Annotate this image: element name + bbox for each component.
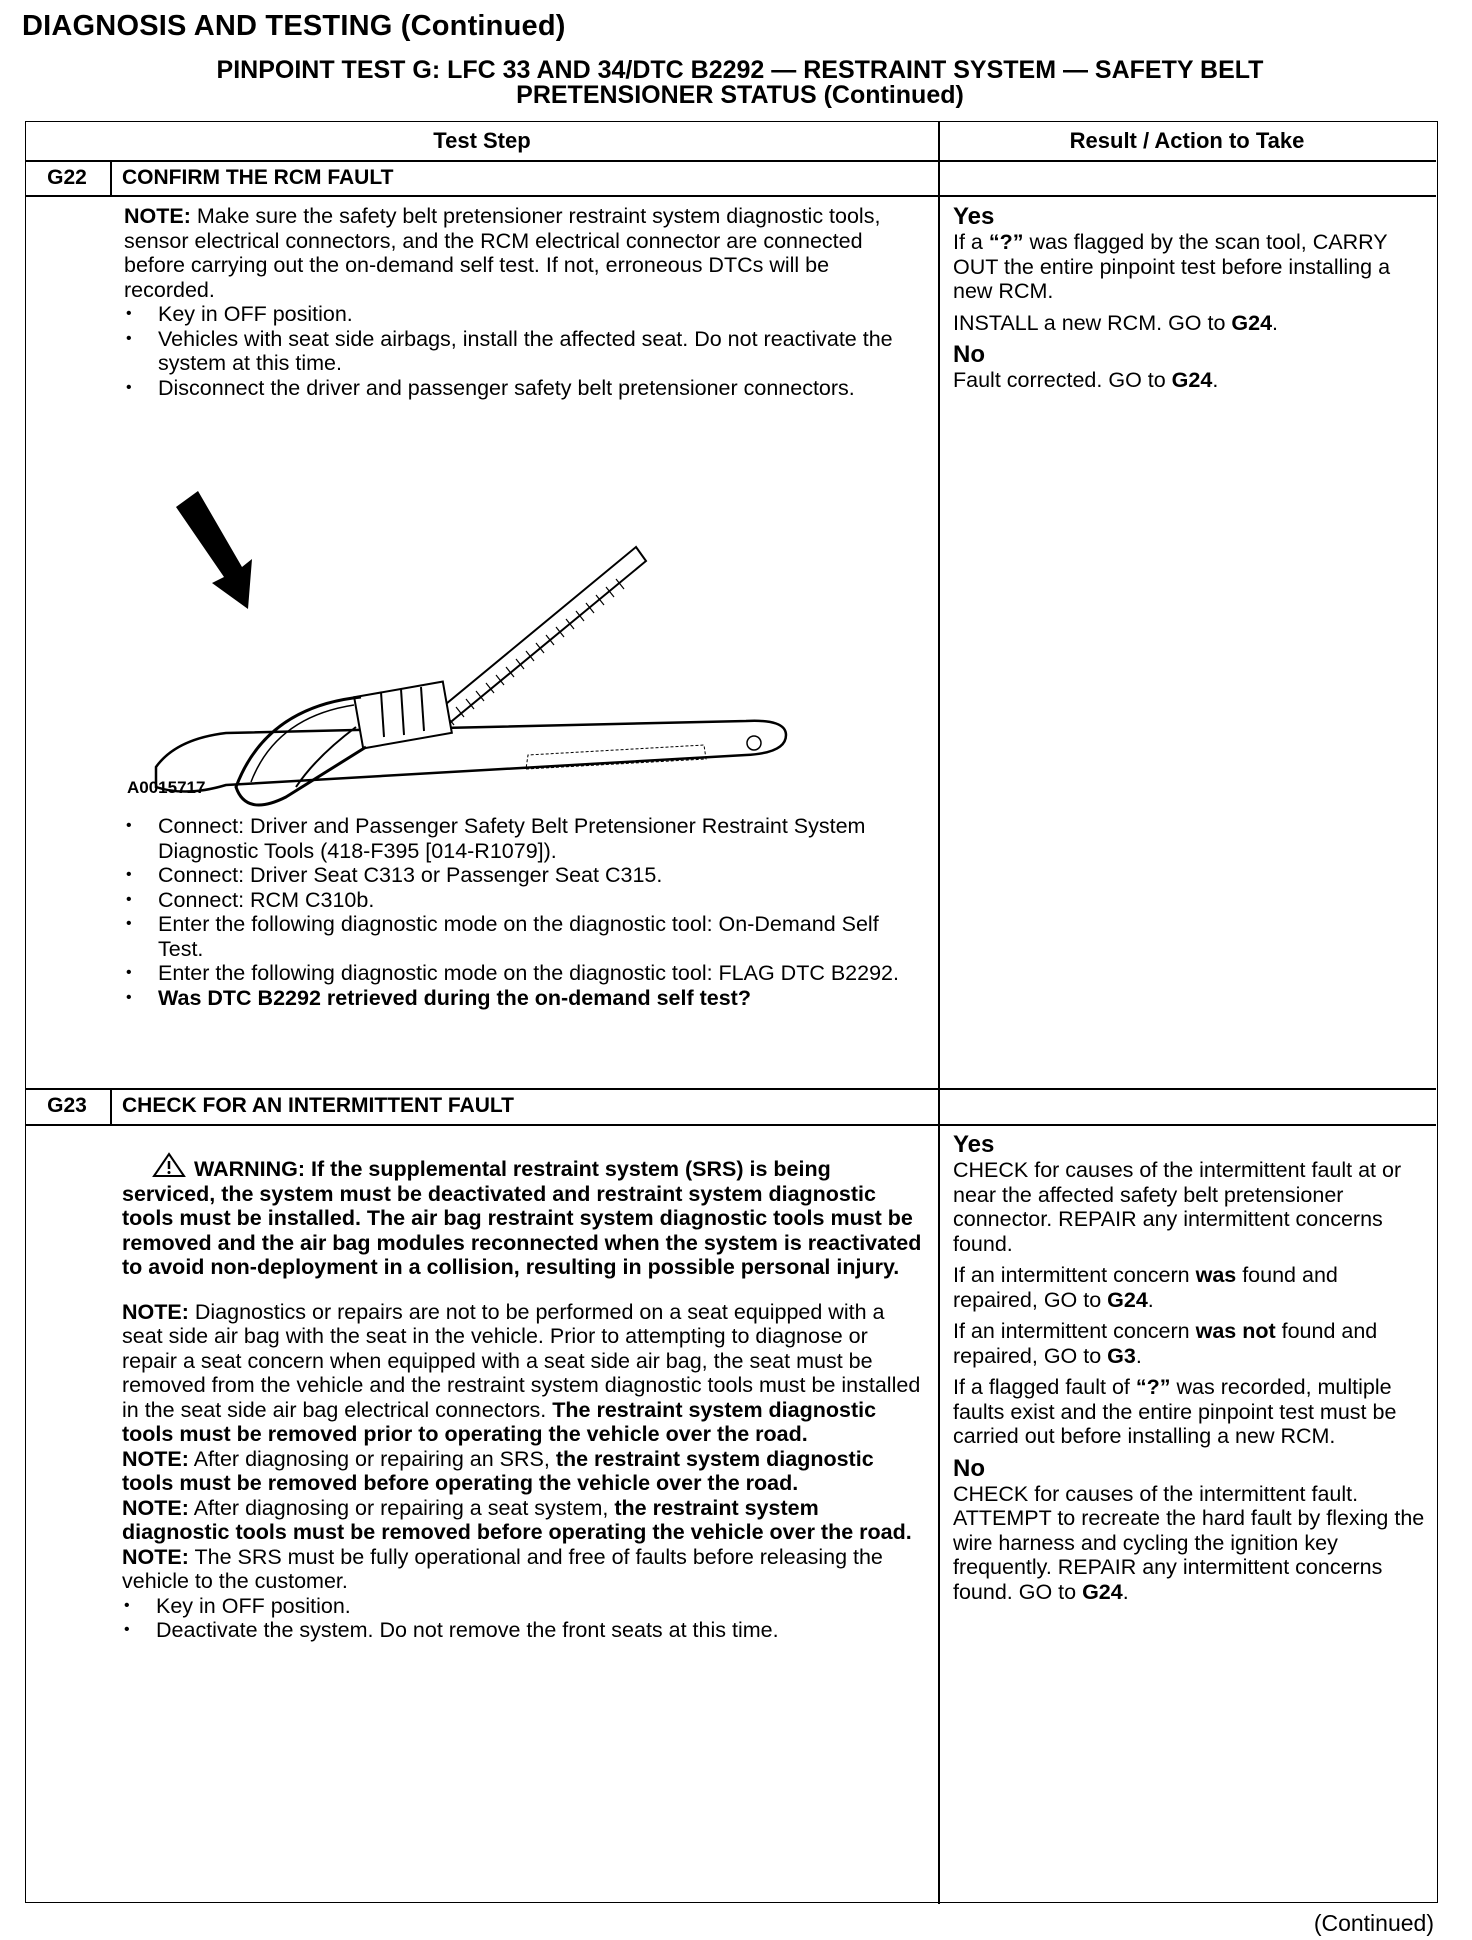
column-divider: [938, 122, 940, 1904]
bullet-item: • Key in OFF position.: [126, 302, 353, 326]
no-label: No: [953, 341, 985, 368]
pinpoint-title-line2: PRETENSIONER STATUS (Continued): [516, 81, 964, 109]
g22-result-action: [953, 204, 1428, 400]
yes-label: Yes: [953, 1131, 995, 1158]
g23-yes-p2: If an intermittent concern was found and repaired, GO to G24.: [953, 1263, 1338, 1312]
header-row-divider: [26, 160, 1436, 162]
g22-id-divider: [110, 160, 112, 196]
bullet-icon: •: [126, 964, 132, 981]
g23-yes-p1: CHECK for causes of the intermittent fault at or near the affected safety belt pretensioner connector. REPAIR any intermittent concerns found.: [953, 1158, 1402, 1256]
figure-caption: A0015717: [127, 778, 206, 797]
bullet-item: [124, 986, 924, 1011]
no-label: No: [953, 1454, 985, 1482]
pointer-arrow-icon: [176, 491, 252, 609]
bullet-icon: •: [126, 329, 132, 347]
g23-no-text: CHECK for causes of the intermittent fault. ATTEMPT to recreate the hard fault by flexing the wire harness and cycling the ignition key frequently. REPAIR any intermittent concerns found. GO to G24.: [953, 1481, 1425, 1604]
bullet-icon: •: [126, 817, 132, 834]
g23-instructions: [122, 1152, 922, 1643]
bullet-item: • Connect: RCM C310b.: [126, 887, 375, 912]
g23-id-divider: [110, 1088, 112, 1124]
g22-yes-action: INSTALL a new RCM. GO to G24.: [953, 310, 1279, 335]
bullet-icon: •: [126, 988, 132, 1006]
pinpoint-title-line1: PINPOINT TEST G: LFC 33 AND 34/DTC B2292 — RESTRAINT SYSTEM — SAFETY BELT: [216, 56, 1264, 84]
column-header-result: Result / Action to Take: [1069, 128, 1305, 153]
pinpoint-test-title: [60, 58, 1420, 108]
bullet-icon: •: [126, 305, 132, 322]
bullet-item: • Enter the following diagnostic mode on the diagnostic tool: FLAG DTC B2292.: [126, 961, 899, 985]
g23-note-3: NOTE: After diagnosing or repairing a seat system, the restraint system diagnostic tools must be removed before operating the vehicle over the road.: [122, 1495, 912, 1544]
g22-yes-text: If a “?” was flagged by the scan tool, CARRY OUT the entire pinpoint test before installing a new RCM.: [953, 230, 1391, 303]
g22-title-row-divider: [26, 195, 1436, 197]
bullet-icon: •: [126, 378, 132, 396]
bullet-item: • Enter the following diagnostic mode on the diagnostic tool: On-Demand Self Test.: [126, 912, 879, 961]
bullet-item: • Deactivate the system. Do not remove the front seats at this time.: [124, 1618, 779, 1642]
g23-yes-p3: If an intermittent concern was not found and repaired, GO to G3.: [953, 1319, 1378, 1368]
bullet-item: • Disconnect the driver and passenger safety belt pretensioner connectors.: [126, 375, 855, 400]
g23-title-row-divider: [26, 1124, 1436, 1126]
bullet-icon: •: [126, 890, 132, 908]
note-text: Make sure the safety belt pretensioner restraint system diagnostic tools, sensor electrical connectors, and the RCM electrical connector are connected before carrying out the on-demand self test. If not, erroneous DTCs will be recorded.: [124, 204, 881, 302]
g22-instructions-bottom: [124, 814, 924, 1010]
page-header-title: DIAGNOSIS AND TESTING (Continued): [22, 10, 566, 42]
g22-note: [124, 204, 924, 302]
bullet-item: • Key in OFF position.: [124, 1593, 351, 1618]
pinpoint-test-table: [25, 121, 1438, 1903]
g22-instructions-top: [124, 204, 924, 400]
bullet-icon: •: [126, 866, 132, 883]
bullet-icon: •: [124, 1596, 130, 1614]
g23-note-1: NOTE: Diagnostics or repairs are not to be performed on a seat equipped with a seat side air bag with the seat in the vehicle. Prior to attempting to diagnose or repair a seat concern when equipped with a seat side air bag, the seat must be removed from the vehicle and the restraint system diagnostic tools must be installed in the seat side air bag electrical connectors. The restraint system diagnostic tools must be removed prior to operating the vehicle over the road.: [122, 1299, 921, 1446]
warning-triangle-icon: [152, 1152, 186, 1178]
bullet-item: • Vehicles with seat side airbags, install the affected seat. Do not reactivate the system at this time.: [126, 326, 893, 375]
g22-question: Was DTC B2292 retrieved during the on-demand self test?: [158, 985, 751, 1010]
step-title-g23: CHECK FOR AN INTERMITTENT FAULT: [122, 1094, 514, 1117]
pretensioner-connector-illustration: [146, 487, 806, 807]
step-id-g23: G23: [47, 1094, 87, 1117]
step-id-g22: G22: [47, 166, 87, 189]
g23-yes-p4: If a flagged fault of “?” was recorded, multiple faults exist and the entire pinpoint test must be carried out before installing a new RCM.: [953, 1375, 1397, 1448]
bullet-icon: •: [124, 1621, 130, 1638]
g23-result-action: [953, 1132, 1428, 1611]
g22-no-text: Fault corrected. GO to G24.: [953, 368, 1219, 392]
continued-label: (Continued): [1313, 1910, 1434, 1936]
step-title-g22: CONFIRM THE RCM FAULT: [122, 166, 394, 189]
bullet-icon: •: [126, 915, 132, 932]
yes-label: Yes: [953, 203, 995, 230]
g22-g23-divider: [26, 1088, 1436, 1090]
g23-note-4: NOTE: The SRS must be fully operational and free of faults before releasing the vehicle to the customer.: [122, 1544, 883, 1593]
g23-note-2: NOTE: After diagnosing or repairing an SRS, the restraint system diagnostic tools must be removed before operating the vehicle over the road.: [122, 1446, 874, 1495]
g23-warning: WARNING: If the supplemental restraint system (SRS) is being serviced, the system must be deactivated and restraint system diagnostic tools must be installed. The air bag restraint system diagnostic tools must be removed and the air bag modules reconnected when the system is reactivated to avoid non-deployment in a collision, resulting in possible personal injury.: [122, 1152, 922, 1280]
bullet-item: • Connect: Driver Seat C313 or Passenger Seat C315.: [126, 863, 663, 887]
column-header-test-step: Test Step: [433, 128, 531, 153]
note-label: NOTE:: [124, 204, 191, 228]
bullet-item: • Connect: Driver and Passenger Safety Belt Pretensioner Restraint System Diagnostic Tools (418-F395 [014-R1079]).: [126, 814, 866, 863]
